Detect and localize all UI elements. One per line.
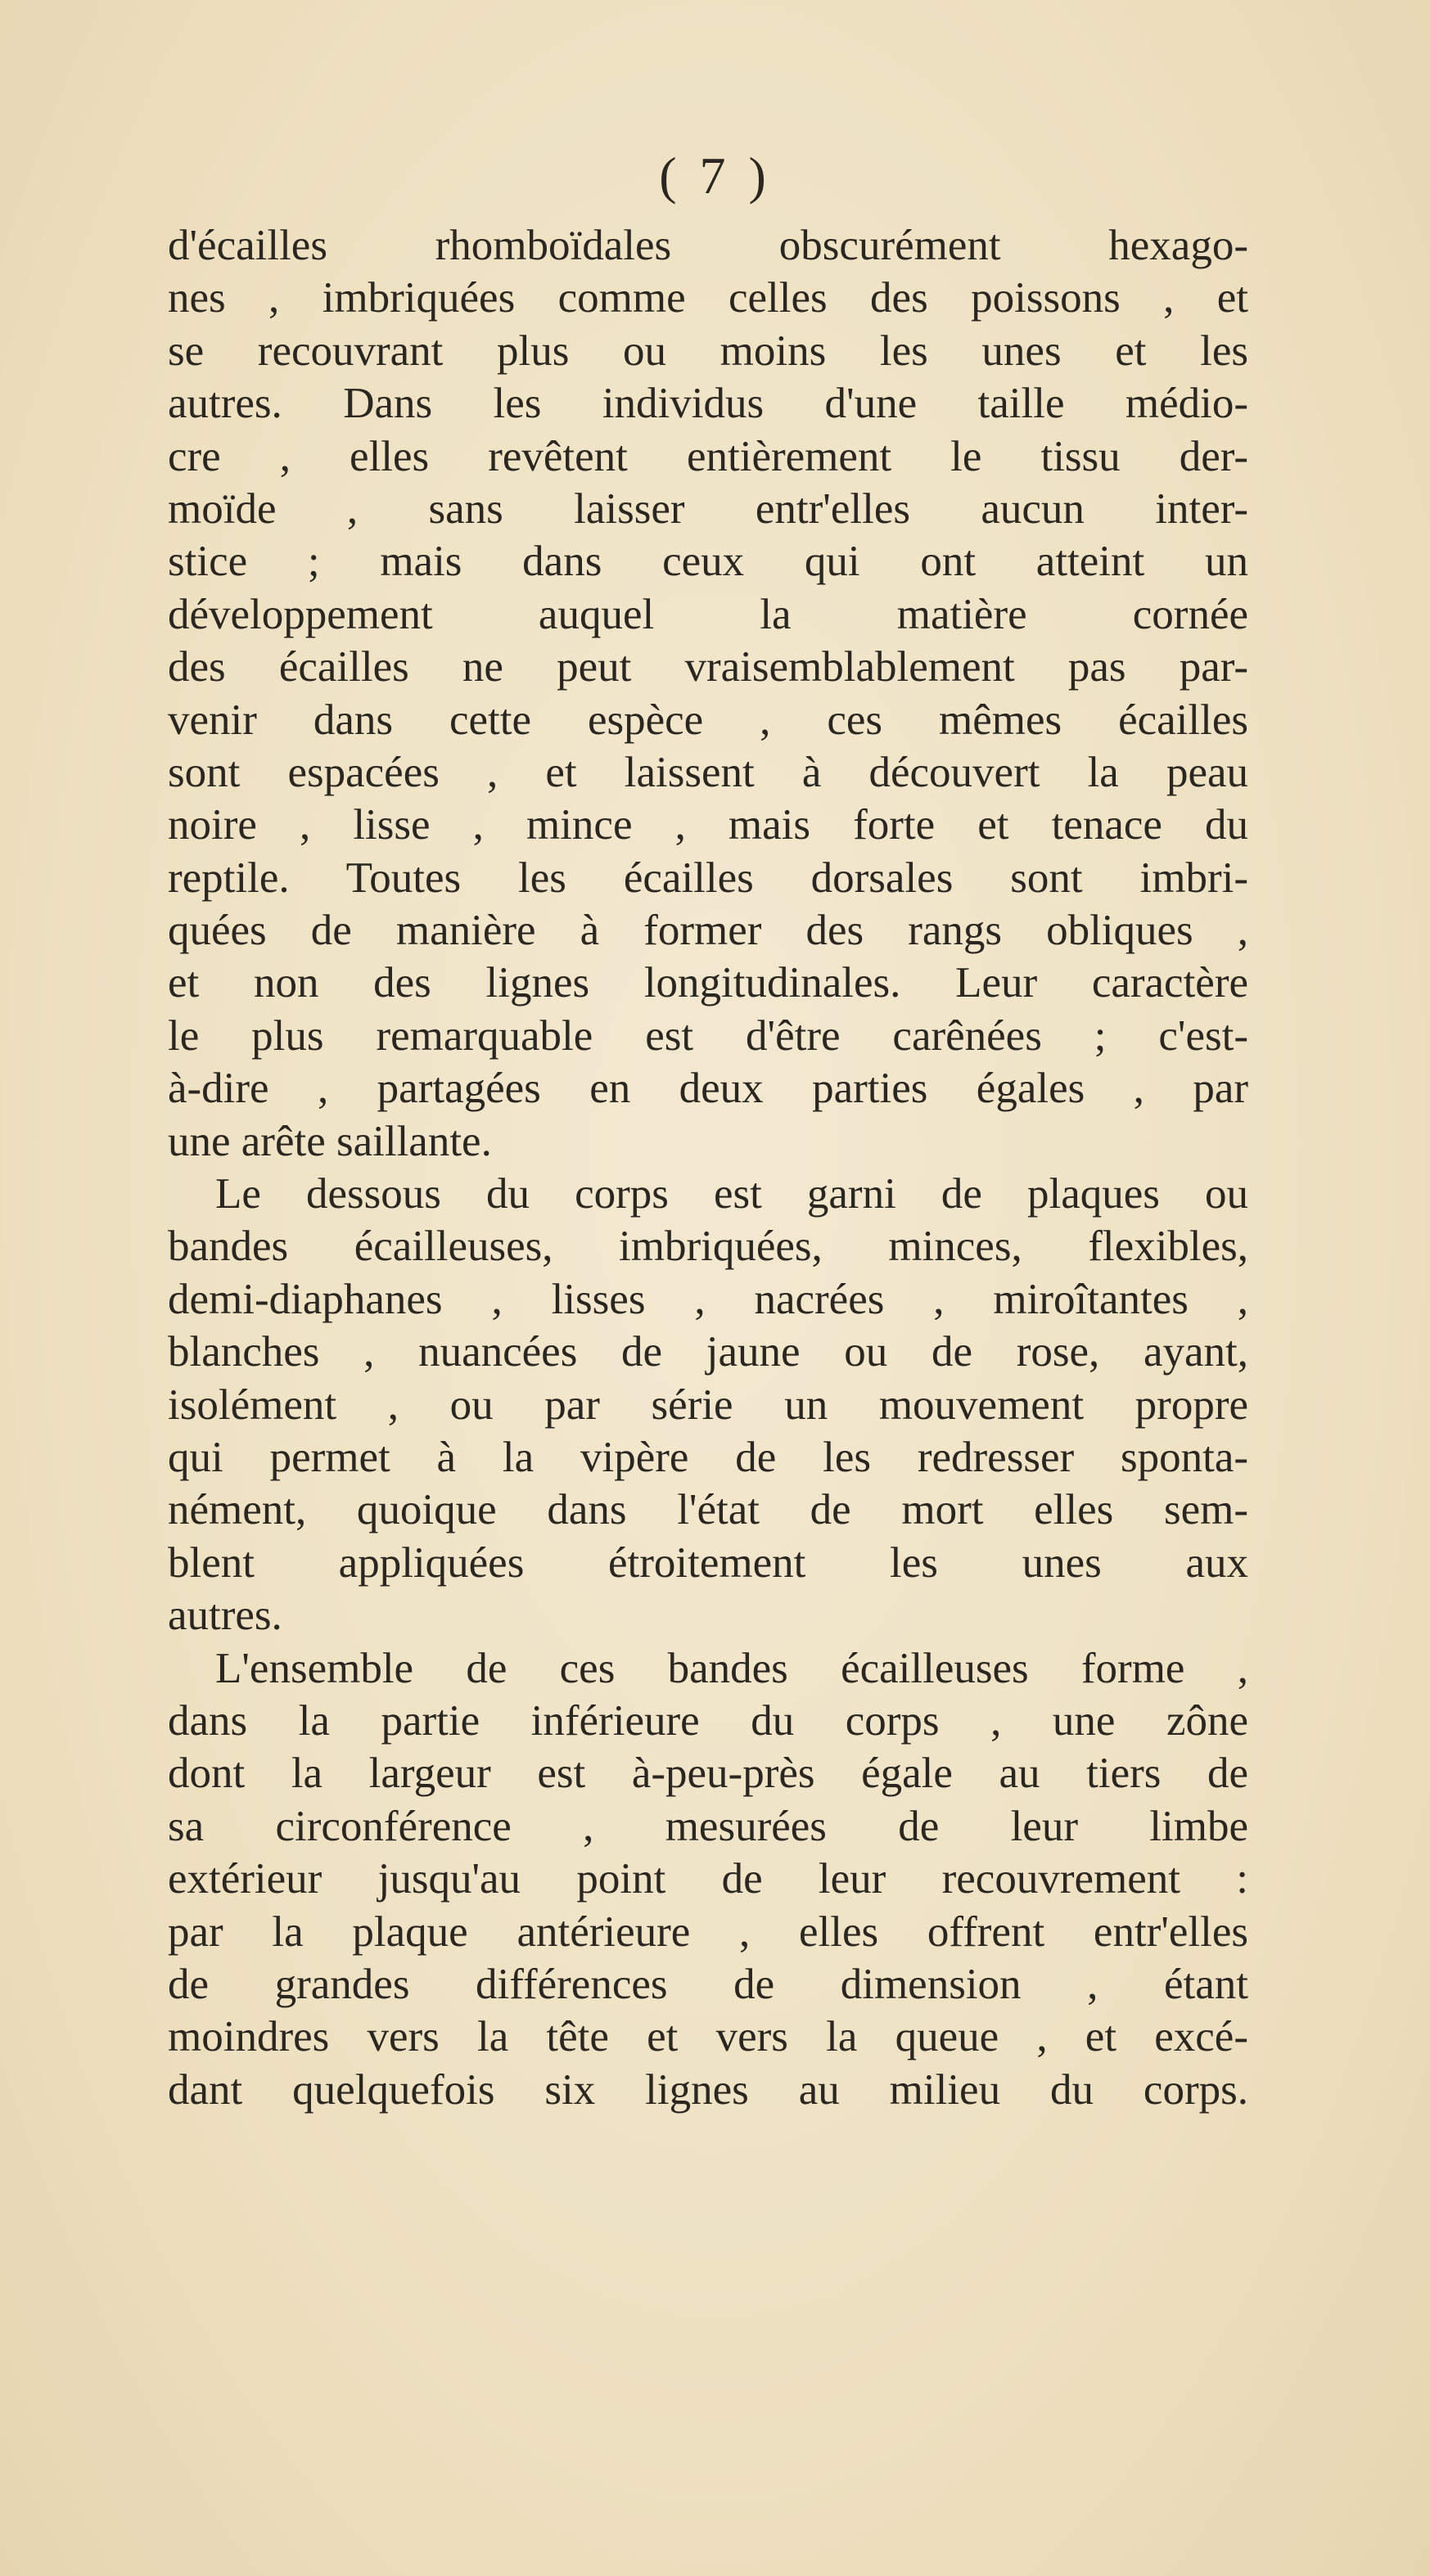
text-line: blent appliquées étroitement les unes aux — [168, 1538, 1248, 1587]
text-line: bandes écailleuses, imbriquées, minces, flexibles, — [168, 1223, 1248, 1271]
text-line: nes , imbriquées comme celles des poissons , et — [168, 274, 1248, 322]
text-line: autres. Dans les individus d'une taille médio- — [168, 380, 1248, 428]
text-line: moïde , sans laisser entr'elles aucun inter- — [168, 484, 1248, 533]
text-line: d'écailles rhomboïdales obscurément hexago- — [168, 222, 1248, 269]
text-line: autres. — [168, 1592, 282, 1640]
text-line: dant quelquefois six lignes au milieu du corps. — [168, 2065, 1248, 2114]
text-line: venir dans cette espèce , ces mêmes écailles — [168, 696, 1248, 744]
text-line: de grandes différences de dimension , étant — [168, 1960, 1248, 2008]
text-line: extérieur jusqu'au point de leur recouvrement : — [168, 1855, 1248, 1903]
text-line: sa circonférence , mesurées de leur limbe — [168, 1802, 1248, 1850]
text-line: sont espacées , et laissent à découvert la peau — [168, 748, 1248, 796]
text-line: se recouvrant plus ou moins les unes et les — [168, 327, 1248, 375]
text-line: qui permet à la vipère de les redresser sponta- — [168, 1433, 1248, 1481]
text-line: moindres vers la tête et vers la queue , et excé- — [168, 2013, 1248, 2061]
text-line: le plus remarquable est d'être carênées ; c'est- — [168, 1011, 1248, 1060]
text-line: cre , elles revêtent entièrement le tissu der- — [168, 432, 1248, 480]
text-line: isolément , ou par série un mouvement propre — [168, 1380, 1248, 1429]
text-line: nément, quoique dans l'état de mort elles sem- — [168, 1486, 1248, 1534]
body-text — [168, 219, 1248, 2116]
text-line: et non des lignes longitudinales. Leur caractère — [168, 959, 1248, 1007]
text-line: une arête saillante. — [168, 1117, 492, 1165]
text-line: demi-diaphanes , lisses , nacrées , miroîtantes , — [168, 1275, 1248, 1323]
text-line: Le dessous du corps est garni de plaques ou — [215, 1170, 1248, 1218]
text-line: développement auquel la matière cornée — [168, 590, 1248, 638]
text-line: à-dire , partagées en deux parties égales , par — [168, 1065, 1248, 1113]
text-line: blanches , nuancées de jaune ou de rose, ayant, — [168, 1328, 1248, 1376]
text-line: dont la largeur est à-peu-près égale au tiers de — [168, 1750, 1248, 1798]
text-line: par la plaque antérieure , elles offrent entr'elles — [168, 1907, 1248, 1956]
text-line: reptile. Toutes les écailles dorsales sont imbri- — [168, 853, 1248, 902]
text-line: stice ; mais dans ceux qui ont atteint un — [168, 538, 1248, 586]
text-line: L'ensemble de ces bandes écailleuses forme , — [215, 1644, 1248, 1692]
text-line: des écailles ne peut vraisemblablement pas par- — [168, 643, 1248, 691]
text-line: quées de manière à former des rangs obliques , — [168, 907, 1248, 955]
page-number: ( 7 ) — [659, 146, 771, 205]
text-line: dans la partie inférieure du corps , une zône — [168, 1696, 1248, 1745]
text-line: noire , lisse , mince , mais forte et tenace du — [168, 801, 1248, 849]
